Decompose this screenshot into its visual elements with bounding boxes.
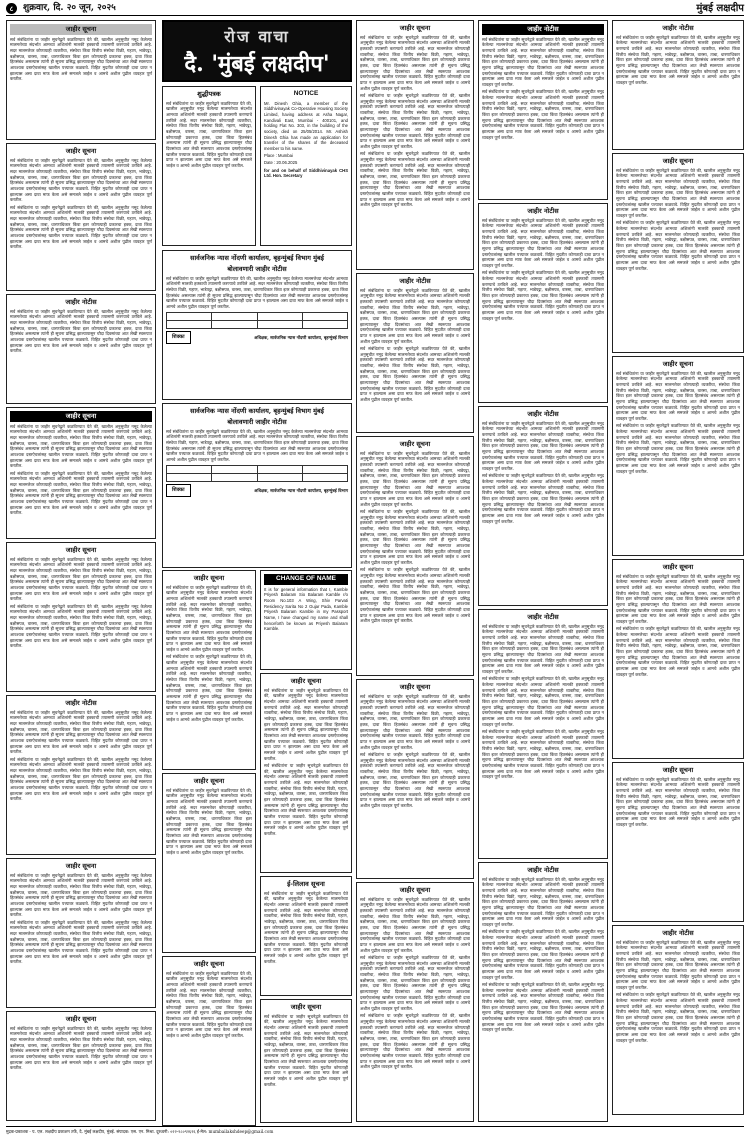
notice-body: सर्व संबंधितांना या जाहीर सूचनेद्वारे कळविण्यात येते की, खालील अनुसूचीत नमूद केलेल्या मालमत्तेच्या संदर्भात आमच्या अशिलांनी मालकी हक्काची तपासणी करण्याचे ठरविले आहे. सदर मालमत्तेवर कोणत्याही व्यक्तीचा, संस्थेचा किंवा वित्तीय संस्थेचा विक्री, गहाण, भाडेपट्टा, बक्षीसपत्र, वारसा, ताबा, धारणाधिकार किंवा इतर कोणत्याही प्रकारचा हक्क, दावा किंवा हितसंबंध असल्यास त्यांनी ही सूचना प्रसिद्ध झाल्यापासून चौदा दिवसांच्या आत लेखी स्वरूपात आवश्यक दस्तऐवजांसह खालील पत्त्यावर कळवावे. विहित मुदतीत कोणताही दावा प्राप्त न झाल्यास असा दावा माफ केला असे समजले जाईल व आमचे अशील पुढील व्यवहार पूर्ण करतील. bbox=[360, 34, 470, 91]
notice-body: सर्व संबंधितांना या जाहीर सूचनेद्वारे कळविण्यात येते की, खालील अनुसूचीत नमूद केलेल्या मालमत्तेच्या संदर्भात आमच्या अशिलांनी मालकी हक्काची तपासणी करण्याचे ठरविले आहे. सदर मालमत्तेवर कोणत्याही व्यक्तीचा, संस्थेचा किंवा वित्तीय संस्थेचा विक्री, गहाण, भाडेपट्टा, बक्षीसपत्र, वारसा, ताबा, धारणाधिकार किंवा इतर कोणत्याही प्रकारचा हक्क, दावा किंवा हितसंबंध असल्यास त्यांनी ही सूचना प्रसिद्ध झाल्यापासून चौदा दिवसांच्या आत लेखी स्वरूपात आवश्यक दस्तऐवजांसह खालील पत्त्यावर कळवावे. विहित मुदतीत कोणताही दावा प्राप्त न झाल्यास असा दावा माफ केला असे समजले जाईल व आमचे अशील पुढील व्यवहार पूर्ण करतील. bbox=[360, 751, 470, 809]
notice-box bbox=[6, 542, 156, 692]
notice-heading: जाहीर सूचना bbox=[65, 862, 97, 870]
notice-box bbox=[6, 20, 156, 140]
notice-box bbox=[6, 407, 156, 539]
notice-body: सर्व संबंधितांना या जाहीर सूचनेद्वारे कळविण्यात येते की, खालील अनुसूचीत नमूद केलेल्या मालमत्तेच्या संदर्भात आमच्या अशिलांनी मालकी हक्काची तपासणी करण्याचे ठरविले आहे. सदर मालमत्तेवर कोणत्याही व्यक्तीचा, संस्थेचा किंवा वित्तीय संस्थेचा विक्री, गहाण, भाडेपट्टा, बक्षीसपत्र, वारसा, ताबा, धारणाधिकार किंवा इतर कोणत्याही प्रकारचा हक्क, दावा किंवा हितसंबंध असल्यास त्यांनी ही सूचना प्रसिद्ध झाल्यापासून चौदा दिवसांच्या आत लेखी स्वरूपात आवश्यक दस्तऐवजांसह खालील पत्त्यावर कळवावे. विहित मुदतीत कोणताही दावा प्राप्त न झाल्यास असा दावा माफ केला असे समजले जाईल व आमचे अशील पुढील व्यवहार पूर्ण करतील. bbox=[10, 157, 152, 203]
notice-box bbox=[6, 294, 156, 404]
notice-box bbox=[612, 762, 744, 922]
masthead-line-1: रोज वाचा bbox=[224, 27, 290, 46]
notice-heading: जाहीर सूचना bbox=[290, 1003, 322, 1011]
seal-stamp: शिक्का bbox=[166, 484, 191, 497]
notice-body: सर्व संबंधितांना या जाहीर सूचनेद्वारे कळविण्यात येते की, खालील अनुसूचीत नमूद केलेल्या मालमत्तेच्या संदर्भात आमच्या अशिलांनी मालकी हक्काची तपासणी करण्याचे ठरविले आहे. सदर मालमत्तेवर कोणत्याही व्यक्तीचा, संस्थेचा किंवा वित्तीय संस्थेचा विक्री, गहाण, भाडेपट्टा, बक्षीसपत्र, वारसा, ताबा, धारणाधिकार किंवा इतर कोणत्याही प्रकारचा हक्क, दावा किंवा हितसंबंध असल्यास त्यांनी ही सूचना प्रसिद्ध झाल्यापासून चौदा दिवसांच्या आत लेखी स्वरूपात आवश्यक दस्तऐवजांसह खालील पत्त्यावर कळवावे. विहित मुदतीत कोणताही दावा प्राप्त न झाल्यास असा दावा माफ केला असे समजले जाईल व आमचे अशील पुढील व्यवहार पूर्ण करतील. bbox=[482, 728, 604, 780]
notice-box bbox=[162, 570, 256, 770]
change-of-name-box bbox=[260, 570, 352, 670]
notice-heading: जाहीर सूचना bbox=[399, 886, 431, 894]
notice-body: सर्व संबंधितांना या जाहीर सूचनेद्वारे कळविण्यात येते की, खालील अनुसूचीत नमूद केलेल्या मालमत्तेच्या संदर्भात आमच्या अशिलांनी मालकी हक्काची तपासणी करण्याचे ठरविले आहे. सदर मालमत्तेवर कोणत्याही व्यक्तीचा, संस्थेचा किंवा वित्तीय संस्थेचा विक्री, गहाण, भाडेपट्टा, बक्षीसपत्र, वारसा, ताबा, धारणाधिकार किंवा इतर कोणत्याही प्रकारचा हक्क, दावा किंवा हितसंबंध असल्यास त्यांनी ही सूचना प्रसिद्ध झाल्यापासून चौदा दिवसांच्या आत लेखी स्वरूपात आवश्यक दस्तऐवजांसह खालील पत्त्यावर कळवावे. विहित मुदतीत कोणताही दावा प्राप्त न झाल्यास असा दावा माफ केला असे समजले जाईल व आमचे अशील पुढील व्यवहार पूर्ण करतील. bbox=[10, 1025, 152, 1071]
header-left bbox=[6, 2, 116, 14]
paper-name: मुंबई लक्षदीप bbox=[696, 2, 744, 14]
notice-subheading: बोलावणारी जाहीर नोटीस bbox=[227, 417, 287, 426]
notice-box bbox=[478, 609, 608, 859]
notice-box bbox=[478, 203, 608, 403]
notice-box bbox=[612, 20, 744, 150]
trust-table bbox=[166, 465, 348, 482]
notice-body: सर्व संबंधितांना या जाहीर सूचनेद्वारे कळविण्यात येते की, खालील अनुसूचीत नमूद केलेल्या मालमत्तेच्या संदर्भात आमच्या अशिलांनी मालकी हक्काची तपासणी करण्याचे ठरविले आहे. सदर मालमत्तेवर कोणत्याही व्यक्तीचा, संस्थेचा किंवा वित्तीय संस्थेचा विक्री, गहाण, भाडेपट्टा, बक्षीसपत्र, वारसा, ताबा, धारणाधिकार किंवा इतर कोणत्याही प्रकारचा हक्क, दावा किंवा हितसंबंध असल्यास त्यांनी ही सूचना प्रसिद्ध झाल्यापासून चौदा दिवसांच्या आत लेखी स्वरूपात आवश्यक दस्तऐवजांसह खालील पत्त्यावर कळवावे. विहित मुदतीत कोणताही दावा प्राप्त न झाल्यास असा दावा माफ केला असे समजले जाईल व आमचे अशील पुढील व्यवहार पूर्ण करतील. bbox=[166, 787, 252, 856]
notice-box bbox=[6, 695, 156, 855]
notice-heading: जाहीर सूचना bbox=[662, 563, 694, 571]
notice-body: सर्व संबंधितांना या जाहीर सूचनेद्वारे कळविण्यात येते की, खालील अनुसूचीत नमूद केलेल्या मालमत्तेच्या संदर्भात आमच्या अशिलांनी मालकी हक्काची तपासणी करण्याचे ठरविले आहे. सदर मालमत्तेवर कोणत्याही व्यक्तीचा, संस्थेचा किंवा वित्तीय संस्थेचा विक्री, गहाण, भाडेपट्टा, बक्षीसपत्र, वारसा, ताबा, धारणाधिकार किंवा इतर कोणत्याही प्रकारचा हक्क, दावा किंवा हितसंबंध असल्यास त्यांनी ही सूचना प्रसिद्ध झाल्यापासून चौदा दिवसांच्या आत लेखी स्वरूपात आवश्यक दस्तऐवजांसह खालील पत्त्यावर कळवावे. विहित मुदतीत कोणताही दावा प्राप्त न झाल्यास असा दावा माफ केला असे समजले जाईल व आमचे अशील पुढील व्यवहार पूर्ण करतील. bbox=[10, 204, 152, 250]
notice-heading: ई-लिलाव सूचना bbox=[287, 880, 325, 888]
notice-heading: जाहीर नोटीस bbox=[65, 298, 97, 306]
notice-heading: जाहीर सूचना bbox=[290, 677, 322, 685]
notice-heading: जाहीर नोटीस bbox=[482, 24, 604, 35]
notice-heading: जाहीर नोटीस bbox=[527, 410, 559, 418]
notice-box bbox=[478, 406, 608, 606]
notice-body: सर्व संबंधितांना या जाहीर सूचनेद्वारे कळविण्यात येते की, खालील अनुसूचीत नमूद केलेल्या मालमत्तेच्या संदर्भात आमच्या अशिलांनी मालकी हक्काची तपासणी करण्याचे ठरविले आहे. सदर मालमत्तेवर कोणत्याही व्यक्तीचा, संस्थेचा किंवा वित्तीय संस्थेचा विक्री, गहाण, भाडेपट्टा, बक्षीसपत्र, वारसा, ताबा, धारणाधिकार किंवा इतर कोणत्याही प्रकारचा हक्क, दावा किंवा हितसंबंध असल्यास त्यांनी ही सूचना प्रसिद्ध झाल्यापासून चौदा दिवसांच्या आत लेखी स्वरूपात आवश्यक दस्तऐवजांसह खालील पत्त्यावर कळवावे. विहित मुदतीत कोणताही दावा प्राप्त न झाल्यास असा दावा माफ केला असे समजले जाईल व आमचे अशील पुढील व्यवहार पूर्ण करतील. bbox=[360, 345, 470, 403]
notice-en-place: Place : Mumbai bbox=[264, 153, 293, 159]
notice-body: सर्व संबंधितांना या जाहीर सूचनेद्वारे कळविण्यात येते की, खालील अनुसूचीत नमूद केलेल्या मालमत्तेच्या संदर्भात आमच्या अशिलांनी मालकी हक्काची तपासणी करण्याचे ठरविले आहे. सदर मालमत्तेवर कोणत्याही व्यक्तीचा, संस्थेचा किंवा वित्तीय संस्थेचा विक्री, गहाण, भाडेपट्टा, बक्षीसपत्र, वारसा, ताबा, धारणाधिकार किंवा इतर कोणत्याही प्रकारचा हक्क, दावा किंवा हितसंबंध असल्यास त्यांनी ही सूचना प्रसिद्ध झाल्यापासून चौदा दिवसांच्या आत लेखी स्वरूपात आवश्यक दस्तऐवजांसह खालील पत्त्यावर कळवावे. विहित मुदतीत कोणताही दावा प्राप्त न झाल्यास असा दावा माफ केला असे समजले जाईल व आमचे अशील पुढील व्यवहार पूर्ण करतील. bbox=[360, 450, 470, 507]
notice-body: सर्व संबंधितांना या जाहीर सूचनेद्वारे कळविण्यात येते की, खालील अनुसूचीत नमूद केलेल्या मालमत्तेच्या संदर्भात आमच्या अशिलांनी मालकी हक्काची तपासणी करण्याचे ठरविले आहे. सदर मालमत्तेवर कोणत्याही व्यक्तीचा, संस्थेचा किंवा वित्तीय संस्थेचा विक्री, गहाण, भाडेपट्टा, बक्षीसपत्र, वारसा, ताबा, धारणाधिकार किंवा इतर कोणत्याही प्रकारचा हक्क, दावा किंवा हितसंबंध असल्यास त्यांनी ही सूचना प्रसिद्ध झाल्यापासून चौदा दिवसांच्या आत लेखी स्वरूपात आवश्यक दस्तऐवजांसह खालील पत्त्यावर कळवावे. विहित मुदतीत कोणताही दावा प्राप्त न झाल्यास असा दावा माफ केला असे समजले जाईल व आमचे अशील पुढील व्यवहार पूर्ण करतील. bbox=[10, 872, 152, 918]
notice-body: सर्व संबंधितांना या जाहीर सूचनेद्वारे कळविण्यात येते की, खालील अनुसूचीत नमूद केलेल्या मालमत्तेच्या संदर्भात आमच्या अशिलांनी मालकी हक्काची तपासणी करण्याचे ठरविले आहे. सदर मालमत्तेवर कोणत्याही व्यक्तीचा, संस्थेचा किंवा वित्तीय संस्थेचा विक्री, गहाण, भाडेपट्टा, बक्षीसपत्र, वारसा, ताबा, धारणाधिकार किंवा इतर कोणत्याही प्रकारचा हक्क, दावा किंवा हितसंबंध असल्यास त्यांनी ही सूचना प्रसिद्ध झाल्यापासून चौदा दिवसांच्या आत लेखी स्वरूपात आवश्यक दस्तऐवजांसह खालील पत्त्यावर कळवावे. विहित मुदतीत कोणताही दावा प्राप्त न झाल्यास असा दावा माफ केला असे समजले जाईल व आमचे अशील पुढील व्यवहार पूर्ण करतील. bbox=[616, 626, 740, 677]
notice-body: सर्व संबंधितांना या जाहीर सूचनेद्वारे कळविण्यात येते की, खालील अनुसूचीत नमूद केलेल्या मालमत्तेच्या संदर्भात आमच्या अशिलांनी मालकी हक्काची तपासणी करण्याचे ठरविले आहे. सदर मालमत्तेवर कोणत्याही व्यक्तीचा, संस्थेचा किंवा वित्तीय संस्थेचा विक्री, गहाण, भाडेपट्टा, बक्षीसपत्र, वारसा, ताबा, धारणाधिकार किंवा इतर कोणत्याही प्रकारचा हक्क, दावा किंवा हितसंबंध असल्यास त्यांनी ही सूचना प्रसिद्ध झाल्यापासून चौदा दिवसांच्या आत लेखी स्वरूपात आवश्यक दस्तऐवजांसह खालील पत्त्यावर कळवावे. विहित मुदतीत कोणताही दावा प्राप्त न झाल्यास असा दावा माफ केला असे समजले जाईल व आमचे अशील पुढील व्यवहार पूर्ण करतील. bbox=[482, 981, 604, 1033]
notice-body: सर्व संबंधितांना या जाहीर सूचनेद्वारे कळविण्यात येते की, खालील अनुसूचीत नमूद केलेल्या मालमत्तेच्या संदर्भात आमच्या अशिलांनी मालकी हक्काची तपासणी करण्याचे ठरविले आहे. सदर मालमत्तेवर कोणत्याही व्यक्तीचा, संस्थेचा किंवा वित्तीय संस्थेचा विक्री, गहाण, भाडेपट्टा, बक्षीसपत्र, वारसा, ताबा, धारणाधिकार किंवा इतर कोणत्याही प्रकारचा हक्क, दावा किंवा हितसंबंध असल्यास त्यांनी ही सूचना प्रसिद्ध झाल्यापासून चौदा दिवसांच्या आत लेखी स्वरूपात आवश्यक दस्तऐवजांसह खालील पत्त्यावर कळवावे. विहित मुदतीत कोणताही दावा प्राप्त न झाल्यास असा दावा माफ केला असे समजले जाईल व आमचे अशील पुढील व्यवहार पूर्ण करतील. bbox=[264, 687, 348, 761]
notice-heading: जाहीर सूचना bbox=[662, 360, 694, 368]
notice-heading: शुद्धीपत्रक bbox=[197, 90, 221, 98]
notice-heading: जाहीर सूचना bbox=[399, 683, 431, 691]
notice-body: सर्व संबंधितांना या जाहीर सूचनेद्वारे कळविण्यात येते की, खालील अनुसूचीत नमूद केलेल्या मालमत्तेच्या संदर्भात आमच्या अशिलांनी मालकी हक्काची तपासणी करण्याचे ठरविले आहे. सदर मालमत्तेवर कोणत्याही व्यक्तीचा, संस्थेचा किंवा वित्तीय संस्थेचा विक्री, गहाण, भाडेपट्टा, बक्षीसपत्र, वारसा, ताबा, धारणाधिकार किंवा इतर कोणत्याही प्रकारचा हक्क, दावा किंवा हितसंबंध असल्यास त्यांनी ही सूचना प्रसिद्ध झाल्यापासून चौदा दिवसांच्या आत लेखी स्वरूपात आवश्यक दस्तऐवजांसह खालील पत्त्यावर कळवावे. विहित मुदतीत कोणताही दावा प्राप्त न झाल्यास असा दावा माफ केला असे समजले जाईल व आमचे अशील पुढील व्यवहार पूर्ण करतील. bbox=[616, 776, 740, 828]
notice-box bbox=[260, 876, 352, 996]
notice-body: सर्व संबंधितांना या जाहीर सूचनेद्वारे कळविण्यात येते की, खालील अनुसूचीत नमूद केलेल्या मालमत्तेच्या संदर्भात आमच्या अशिलांनी मालकी हक्काची तपासणी करण्याचे ठरविले आहे. सदर मालमत्तेवर कोणत्याही व्यक्तीचा, संस्थेचा किंवा वित्तीय संस्थेचा विक्री, गहाण, भाडेपट्टा, बक्षीसपत्र, वारसा, ताबा, धारणाधिकार किंवा इतर कोणत्याही प्रकारचा हक्क, दावा किंवा हितसंबंध असल्यास त्यांनी ही सूचना प्रसिद्ध झाल्यापासून चौदा दिवसांच्या आत लेखी स्वरूपात आवश्यक दस्तऐवजांसह खालील पत्त्यावर कळवावे. विहित मुदतीत कोणताही दावा प्राप्त न झाल्यास असा दावा माफ केला असे समजले जाईल व आमचे अशील पुढील व्यवहार पूर्ण करतील. bbox=[10, 556, 152, 602]
column-5 bbox=[478, 20, 608, 1125]
notice-body: सर्व संबंधितांना या जाहीर सूचनेद्वारे कळविण्यात येते की, खालील अनुसूचीत नमूद केलेल्या मालमत्तेच्या संदर्भात आमच्या अशिलांनी मालकी हक्काची तपासणी करण्याचे ठरविले आहे. सदर मालमत्तेवर कोणत्याही व्यक्तीचा, संस्थेचा किंवा वित्तीय संस्थेचा विक्री, गहाण, भाडेपट्टा, बक्षीसपत्र, वारसा, ताबा, धारणाधिकार किंवा इतर कोणत्याही प्रकारचा हक्क, दावा किंवा हितसंबंध असल्यास त्यांनी ही सूचना प्रसिद्ध झाल्यापासून चौदा दिवसांच्या आत लेखी स्वरूपात आवश्यक दस्तऐवजांसह खालील पत्त्यावर कळवावे. विहित मुदतीत कोणताही दावा प्राप्त न झाल्यास असा दावा माफ केला असे समजले जाईल व आमचे अशील पुढील व्यवहार पूर्ण करतील. bbox=[482, 36, 604, 88]
notice-box bbox=[162, 86, 256, 246]
notice-en-for: for and on behalf of Siddhivinayak CHS Ltd. Hon. Secretary bbox=[264, 167, 348, 179]
change-of-name-body: It is for general information that I, Kamble Priyesh Balaram Sio Balaram Kamble r/o Room No.103 A Wing, Shiv Parvati Residency Sarita No 2 Gujar Pada, Kamble Priyesh Balaram Kamble in my Passport Name, I have changed my name and shall henceforth be known as Priyesh Balaram Kamble. bbox=[264, 586, 348, 632]
masthead-banner bbox=[162, 20, 352, 82]
notice-heading: जाहीर नोटीस bbox=[527, 613, 559, 621]
notice-box bbox=[612, 925, 744, 1115]
notice-box bbox=[356, 679, 474, 879]
notice-heading: सार्वजनिक न्यास नोंदणी कार्यालय, बृहन्मुंबई विभाग मुंबई bbox=[190, 407, 324, 415]
notice-heading: जाहीर सूचना bbox=[10, 411, 152, 422]
notice-body: सर्व संबंधितांना या जाहीर सूचनेद्वारे कळविण्यात येते की, खालील अनुसूचीत नमूद केलेल्या मालमत्तेच्या संदर्भात आमच्या अशिलांनी मालकी हक्काची तपासणी करण्याचे ठरविले आहे. सदर मालमत्तेवर कोणत्याही व्यक्तीचा, संस्थेचा किंवा वित्तीय संस्थेचा विक्री, गहाण, भाडेपट्टा, बक्षीसपत्र, वारसा, ताबा, धारणाधिकार किंवा इतर कोणत्याही प्रकारचा हक्क, दावा किंवा हितसंबंध असल्यास त्यांनी ही सूचना प्रसिद्ध झाल्यापासून चौदा दिवसांच्या आत लेखी स्वरूपात आवश्यक दस्तऐवजांसह खालील पत्त्यावर कळवावे. विहित मुदतीत कोणताही दावा प्राप्त न झाल्यास असा दावा माफ केला असे समजले जाईल व आमचे अशील पुढील व्यवहार पूर्ण करतील. bbox=[166, 100, 252, 169]
notice-heading: जाहीर सूचना bbox=[65, 1015, 97, 1023]
notice-heading: जाहीर नोटीस bbox=[65, 699, 97, 707]
notice-subheading: बोलावणारी जाहीर नोटीस bbox=[227, 264, 287, 273]
notice-body: सर्व संबंधितांना या जाहीर सूचनेद्वारे कळविण्यात येते की, खालील अनुसूचीत नमूद केलेल्या मालमत्तेच्या संदर्भात आमच्या अशिलांनी मालकी हक्काची तपासणी करण्याचे ठरविले आहे. सदर मालमत्तेवर कोणत्याही व्यक्तीचा, संस्थेचा किंवा वित्तीय संस्थेचा विक्री, गहाण, भाडेपट्टा, बक्षीसपत्र, वारसा, ताबा, धारणाधिकार किंवा इतर कोणत्याही प्रकारचा हक्क, दावा किंवा हितसंबंध असल्यास त्यांनी ही सूचना प्रसिद्ध झाल्यापासून चौदा दिवसांच्या आत लेखी स्वरूपात आवश्यक दस्तऐवजांसह खालील पत्त्यावर कळवावे. विहित मुदतीत कोणताही दावा प्राप्त न झाल्यास असा दावा माफ केला असे समजले जाईल व आमचे अशील पुढील व्यवहार पूर्ण करतील. bbox=[360, 567, 470, 624]
notice-body: सर्व संबंधितांना या जाहीर सूचनेद्वारे कळविण्यात येते की, खालील अनुसूचीत नमूद केलेल्या मालमत्तेच्या संदर्भात आमच्या अशिलांनी मालकी हक्काची तपासणी करण्याचे ठरविले आहे. सदर मालमत्तेवर कोणत्याही व्यक्तीचा, संस्थेचा किंवा वित्तीय संस्थेचा विक्री, गहाण, भाडेपट्टा, बक्षीसपत्र, वारसा, ताबा, धारणाधिकार किंवा इतर कोणत्याही प्रकारचा हक्क, दावा किंवा हितसंबंध असल्यास त्यांनी ही सूचना प्रसिद्ध झाल्यापासून चौदा दिवसांच्या आत लेखी स्वरूपात आवश्यक दस्तऐवजांसह खालील पत्त्यावर कळवावे. विहित मुदतीत कोणताही दावा प्राप्त न झाल्यास असा दावा माफ केला असे समजले जाईल व आमचे अशील पुढील व्यवहार पूर्ण करतील. bbox=[360, 287, 470, 344]
notice-heading: NOTICE bbox=[293, 90, 319, 97]
notice-box bbox=[356, 436, 474, 676]
notice-body: सर्व संबंधितांना या जाहीर सूचनेद्वारे कळविण्यात येते की, खालील अनुसूचीत नमूद केलेल्या मालमत्तेच्या संदर्भात आमच्या अशिलांनी मालकी हक्काची तपासणी करण्याचे ठरविले आहे. सदर मालमत्तेवर कोणत्याही व्यक्तीचा, संस्थेचा किंवा वित्तीय संस्थेचा विक्री, गहाण, भाडेपट्टा, बक्षीसपत्र, वारसा, ताबा, धारणाधिकार किंवा इतर कोणत्याही प्रकारचा हक्क, दावा किंवा हितसंबंध असल्यास त्यांनी ही सूचना प्रसिद्ध झाल्यापासून चौदा दिवसांच्या आत लेखी स्वरूपात आवश्यक दस्तऐवजांसह खालील पत्त्यावर कळवावे. विहित मुदतीत कोणताही दावा प्राप्त न झाल्यास असा दावा माफ केला असे समजले जाईल व आमचे अशील पुढील व्यवहार पूर्ण करतील. bbox=[482, 270, 604, 321]
notice-heading: जाहीर सूचना bbox=[65, 546, 97, 554]
notice-heading: जाहीर नोटीस bbox=[662, 929, 694, 937]
notice-box bbox=[356, 273, 474, 433]
notice-box bbox=[612, 356, 744, 556]
notice-body: सर्व संबंधितांना या जाहीर सूचनेद्वारे कळविण्यात येते की, खालील अनुसूचीत नमूद केलेल्या मालमत्तेच्या संदर्भात आमच्या अशिलांनी मालकी हक्काची तपासणी करण्याचे ठरविले आहे. सदर मालमत्तेवर कोणत्याही व्यक्तीचा, संस्थेचा किंवा वित्तीय संस्थेचा विक्री, गहाण, भाडेपट्टा, बक्षीसपत्र, वारसा, ताबा, धारणाधिकार किंवा इतर कोणत्याही प्रकारचा हक्क, दावा किंवा हितसंबंध असल्यास त्यांनी ही सूचना प्रसिद्ध झाल्यापासून चौदा दिवसांच्या आत लेखी स्वरूपात आवश्यक दस्तऐवजांसह खालील पत्त्यावर कळवावे. विहित मुदतीत कोणताही दावा प्राप्त न झाल्यास असा दावा माफ केला असे समजले जाईल व आमचे अशील पुढील व्यवहार पूर्ण करतील. bbox=[10, 308, 152, 354]
page-number: ८ bbox=[6, 3, 17, 14]
notice-box bbox=[478, 20, 608, 200]
notice-heading: CHANGE OF NAME bbox=[264, 574, 348, 585]
notice-body: सर्व संबंधितांना या जाहीर सूचनेद्वारे कळविण्यात येते की, खालील अनुसूचीत नमूद केलेल्या मालमत्तेच्या संदर्भात आमच्या अशिलांनी मालकी हक्काची तपासणी करण्याचे ठरविले आहे. सदर मालमत्तेवर कोणत्याही व्यक्तीचा, संस्थेचा किंवा वित्तीय संस्थेचा विक्री, गहाण, भाडेपट्टा, बक्षीसपत्र, वारसा, ताबा, धारणाधिकार किंवा इतर कोणत्याही प्रकारचा हक्क, दावा किंवा हितसंबंध असल्यास त्यांनी ही सूचना प्रसिद्ध झाल्यापासून चौदा दिवसांच्या आत लेखी स्वरूपात आवश्यक दस्तऐवजांसह खालील पत्त्यावर कळवावे. विहित मुदतीत कोणताही दावा प्राप्त न झाल्यास असा दावा माफ केला असे समजले जाईल व आमचे अशील पुढील व्यवहार पूर्ण करतील. bbox=[264, 890, 348, 964]
notice-body: सर्व संबंधितांना या जाहीर सूचनेद्वारे कळविण्यात येते की, खालील अनुसूचीत नमूद केलेल्या मालमत्तेच्या संदर्भात आमच्या अशिलांनी मालकी हक्काची तपासणी करण्याचे ठरविले आहे. सदर मालमत्तेवर कोणत्याही व्यक्तीचा, संस्थेचा किंवा वित्तीय संस्थेचा विक्री, गहाण, भाडेपट्टा, बक्षीसपत्र, वारसा, ताबा, धारणाधिकार किंवा इतर कोणत्याही प्रकारचा हक्क, दावा किंवा हितसंबंध असल्यास त्यांनी ही सूचना प्रसिद्ध झाल्यापासून चौदा दिवसांच्या आत लेखी स्वरूपात आवश्यक दस्तऐवजांसह खालील पत्त्यावर कळवावे. विहित मुदतीत कोणताही दावा प्राप्त न झाल्यास असा दावा माफ केला असे समजले जाईल व आमचे अशील पुढील व्यवहार पूर्ण करतील. bbox=[264, 763, 348, 837]
notice-body: सर्व संबंधितांना या जाहीर सूचनेद्वारे कळविण्यात येते की, खालील अनुसूचीत नमूद केलेल्या मालमत्तेच्या संदर्भात आमच्या अशिलांनी मालकी हक्काची तपासणी करण्याचे ठरविले आहे. सदर मालमत्तेवर कोणत्याही व्यक्तीचा, संस्थेचा किंवा वित्तीय संस्थेचा विक्री, गहाण, भाडेपट्टा, बक्षीसपत्र, वारसा, ताबा, धारणाधिकार किंवा इतर कोणत्याही प्रकारचा हक्क, दावा किंवा हितसंबंध असल्यास त्यांनी ही सूचना प्रसिद्ध झाल्यापासून चौदा दिवसांच्या आत लेखी स्वरूपात आवश्यक दस्तऐवजांसह खालील पत्त्यावर कळवावे. विहित मुदतीत कोणताही दावा प्राप्त न झाल्यास असा दावा माफ केला असे समजले जाईल व आमचे अशील पुढील व्यवहार पूर्ण करतील. bbox=[360, 693, 470, 750]
notice-body: सर्व संबंधितांना या जाहीर सूचनेद्वारे कळविण्यात येते की, खालील अनुसूचीत नमूद केलेल्या मालमत्तेच्या संदर्भात आमच्या अशिलांनी मालकी हक्काची तपासणी करण्याचे ठरविले आहे. सदर मालमत्तेवर कोणत्याही व्यक्तीचा, संस्थेचा किंवा वित्तीय संस्थेचा विक्री, गहाण, भाडेपट्टा, बक्षीसपत्र, वारसा, ताबा, धारणाधिकार किंवा इतर कोणत्याही प्रकारचा हक्क, दावा किंवा हितसंबंध असल्यास त्यांनी ही सूचना प्रसिद्ध झाल्यापासून चौदा दिवसांच्या आत लेखी स्वरूपात आवश्यक दस्तऐवजांसह खालील पत्त्यावर कळवावे. विहित मुदतीत कोणताही दावा प्राप्त न झाल्यास असा दावा माफ केला असे समजले जाईल व आमचे अशील पुढील व्यवहार पूर्ण करतील. bbox=[360, 92, 470, 150]
notice-en-body: Mr. Dinesh Ghia, a member of the Siddhivinayak Co-Operative Housing Society Limited, having address at Asha Nagar, Kandivali East, Mumbai - 400101, and holding Flat No. 303, in the building of the society, died on 25/05/2014. Mr. Ashish Dinesh Ghia has made an application for transfer of the shares of the deceased member to his name. bbox=[264, 100, 348, 152]
notice-heading: जाहीर सूचना bbox=[662, 157, 694, 165]
notice-box bbox=[162, 956, 256, 1126]
notice-body: सर्व संबंधितांना या जाहीर सूचनेद्वारे कळविण्यात येते की, खालील अनुसूचीत नमूद केलेल्या मालमत्तेच्या संदर्भात आमच्या अशिलांनी मालकी हक्काची तपासणी करण्याचे ठरविले आहे. सदर मालमत्तेवर कोणत्याही व्यक्तीचा, संस्थेचा किंवा वित्तीय संस्थेचा विक्री, गहाण, भाडेपट्टा, बक्षीसपत्र, वारसा, ताबा, धारणाधिकार किंवा इतर कोणत्याही प्रकारचा हक्क, दावा किंवा हितसंबंध असल्यास त्यांनी ही सूचना प्रसिद्ध झाल्यापासून चौदा दिवसांच्या आत लेखी स्वरूपात आवश्यक दस्तऐवजांसह खालील पत्त्यावर कळवावे. विहित मुदतीत कोणताही दावा प्राप्त न झाल्यास असा दावा माफ केला असे समजले जाईल व आमचे अशील पुढील व्यवहार पूर्ण करतील. bbox=[482, 676, 604, 727]
notice-heading: जाहीर सूचना bbox=[10, 24, 152, 35]
column-3 bbox=[260, 86, 352, 249]
seal-stamp: शिक्का bbox=[166, 331, 191, 344]
notice-heading: जाहीर सूचना bbox=[65, 147, 97, 155]
notice-body: सर्व संबंधितांना या जाहीर सूचनेद्वारे कळविण्यात येते की, खालील अनुसूचीत नमूद केलेल्या मालमत्तेच्या संदर्भात आमच्या अशिलांनी मालकी हक्काची तपासणी करण्याचे ठरविले आहे. सदर मालमत्तेवर कोणत्याही व्यक्तीचा, संस्थेचा किंवा वित्तीय संस्थेचा विक्री, गहाण, भाडेपट्टा, बक्षीसपत्र, वारसा, ताबा, धारणाधिकार किंवा इतर कोणत्याही प्रकारचा हक्क, दावा किंवा हितसंबंध असल्यास त्यांनी ही सूचना प्रसिद्ध झाल्यापासून चौदा दिवसांच्या आत लेखी स्वरूपात आवश्यक दस्तऐवजांसह खालील पत्त्यावर कळवावे. विहित मुदतीत कोणताही दावा प्राप्त न झाल्यास असा दावा माफ केला असे समजले जाईल व आमचे अशील पुढील व्यवहार पूर्ण करतील. bbox=[10, 756, 152, 802]
notice-body: सर्व संबंधितांना या जाहीर सूचनेद्वारे कळविण्यात येते की, खालील अनुसूचीत नमूद केलेल्या मालमत्तेच्या संदर्भात आमच्या अशिलांनी मालकी हक्काची तपासणी करण्याचे ठरविले आहे. सदर मालमत्तेवर कोणत्याही व्यक्तीचा, संस्थेचा किंवा वित्तीय संस्थेचा विक्री, गहाण, भाडेपट्टा, बक्षीसपत्र, वारसा, ताबा, धारणाधिकार किंवा इतर कोणत्याही प्रकारचा हक्क, दावा किंवा हितसंबंध असल्यास त्यांनी ही सूचना प्रसिद्ध झाल्यापासून चौदा दिवसांच्या आत लेखी स्वरूपात आवश्यक दस्तऐवजांसह खालील पत्त्यावर कळवावे. विहित मुदतीत कोणताही दावा प्राप्त न झाल्यास असा दावा माफ केला असे समजले जाईल व आमचे अशील पुढील व्यवहार पूर्ण करतील. bbox=[482, 89, 604, 140]
notice-body: सर्व संबंधितांना या जाहीर सूचनेद्वारे कळविण्यात येते की, खालील अनुसूचीत नमूद केलेल्या मालमत्तेच्या संदर्भात आमच्या अशिलांनी मालकी हक्काची तपासणी करण्याचे ठरविले आहे. सदर मालमत्तेवर कोणत्याही व्यक्तीचा, संस्थेचा किंवा वित्तीय संस्थेचा विक्री, गहाण, भाडेपट्टा, बक्षीसपत्र, वारसा, ताबा, धारणाधिकार किंवा इतर कोणत्याही प्रकारचा हक्क, दावा किंवा हितसंबंध असल्यास त्यांनी ही सूचना प्रसिद्ध झाल्यापासून चौदा दिवसांच्या आत लेखी स्वरूपात आवश्यक दस्तऐवजांसह खालील पत्त्यावर कळवावे. विहित मुदतीत कोणताही दावा प्राप्त न झाल्यास असा दावा माफ केला असे समजले जाईल व आमचे अशील पुढील व्यवहार पूर्ण करतील. bbox=[166, 584, 252, 653]
notice-body: सर्व संबंधितांना या जाहीर सूचनेद्वारे कळविण्यात येते की, खालील अनुसूचीत नमूद केलेल्या मालमत्तेच्या संदर्भात आमच्या अशिलांनी मालकी हक्काची तपासणी करण्याचे ठरविले आहे. सदर मालमत्तेवर कोणत्याही व्यक्तीचा, संस्थेचा किंवा वित्तीय संस्थेचा विक्री, गहाण, भाडेपट्टा, बक्षीसपत्र, वारसा, ताबा, धारणाधिकार किंवा इतर कोणत्याही प्रकारचा हक्क, दावा किंवा हितसंबंध असल्यास त्यांनी ही सूचना प्रसिद्ध झाल्यापासून चौदा दिवसांच्या आत लेखी स्वरूपात आवश्यक दस्तऐवजांसह खालील पत्त्यावर कळवावे. विहित मुदतीत कोणताही दावा प्राप्त न झाल्यास असा दावा माफ केला असे समजले जाईल व आमचे अशील पुढील व्यवहार पूर्ण करतील. bbox=[616, 34, 740, 86]
notice-box bbox=[612, 153, 744, 353]
trust-notice-2 bbox=[162, 403, 352, 568]
signatory: अधिक्षक, सार्वजनिक न्यास नोंदणी कार्यालय, बृहन्मुंबई विभाग bbox=[254, 488, 348, 494]
notice-en-date: Date : 20.06.2025 bbox=[264, 160, 298, 166]
notice-body: सर्व संबंधितांना या जाहीर सूचनेद्वारे कळविण्यात येते की, खालील अनुसूचीत नमूद केलेल्या मालमत्तेच्या संदर्भात आमच्या अशिलांनी मालकी हक्काची तपासणी करण्याचे ठरविले आहे. सदर मालमत्तेवर कोणत्याही व्यक्तीचा, संस्थेचा किंवा वित्तीय संस्थेचा विक्री, गहाण, भाडेपट्टा, बक्षीसपत्र, वारसा, ताबा, धारणाधिकार किंवा इतर कोणत्याही प्रकारचा हक्क, दावा किंवा हितसंबंध असल्यास त्यांनी ही सूचना प्रसिद्ध झाल्यापासून चौदा दिवसांच्या आत लेखी स्वरूपात आवश्यक दस्तऐवजांसह खालील पत्त्यावर कळवावे. विहित मुदतीत कोणताही दावा प्राप्त न झाल्यास असा दावा माफ केला असे समजले जाईल व आमचे अशील पुढील व्यवहार पूर्ण करतील. bbox=[360, 1013, 470, 1070]
page-footer: मुद्रक-प्रकाशक - प. एल. लक्षदीप प्रकाशन तर्फे, दै. मुंबई लक्षदीप, मुंबई. संपादक: एस. एन. मिश्रा. दूरध्वनी: ०२२-२८०९२६२६ ई-मेल: mumbailakshdeep@gmail.com bbox=[6, 1126, 744, 1144]
trust-table bbox=[166, 312, 348, 329]
notice-body: सर्व संबंधितांना या जाहीर सूचनेद्वारे कळविण्यात येते की, खालील अनुसूचीत नमूद केलेल्या मालमत्तेच्या संदर्भात आमच्या अशिलांनी मालकी हक्काची तपासणी करण्याचे ठरविले आहे. सदर मालमत्तेवर कोणत्याही व्यक्तीचा, संस्थेचा किंवा वित्तीय संस्थेचा विक्री, गहाण, भाडेपट्टा, बक्षीसपत्र, वारसा, ताबा, धारणाधिकार किंवा इतर कोणत्याही प्रकारचा हक्क, दावा किंवा हितसंबंध असल्यास त्यांनी ही सूचना प्रसिद्ध झाल्यापासून चौदा दिवसांच्या आत लेखी स्वरूपात आवश्यक दस्तऐवजांसह खालील पत्त्यावर कळवावे. विहित मुदतीत कोणताही दावा प्राप्त न झाल्यास असा दावा माफ केला असे समजले जाईल व आमचे अशील पुढील व्यवहार पूर्ण करतील. bbox=[166, 428, 348, 462]
notice-body: सर्व संबंधितांना या जाहीर सूचनेद्वारे कळविण्यात येते की, खालील अनुसूचीत नमूद केलेल्या मालमत्तेच्या संदर्भात आमच्या अशिलांनी मालकी हक्काची तपासणी करण्याचे ठरविले आहे. सदर मालमत्तेवर कोणत्याही व्यक्तीचा, संस्थेचा किंवा वित्तीय संस्थेचा विक्री, गहाण, भाडेपट्टा, बक्षीसपत्र, वारसा, ताबा, धारणाधिकार किंवा इतर कोणत्याही प्रकारचा हक्क, दावा किंवा हितसंबंध असल्यास त्यांनी ही सूचना प्रसिद्ध झाल्यापासून चौदा दिवसांच्या आत लेखी स्वरूपात आवश्यक दस्तऐवजांसह खालील पत्त्यावर कळवावे. विहित मुदतीत कोणताही दावा प्राप्त न झाल्यास असा दावा माफ केला असे समजले जाईल व आमचे अशील पुढील व्यवहार पूर्ण करतील. bbox=[616, 220, 740, 271]
trust-column bbox=[162, 250, 352, 571]
notice-body: सर्व संबंधितांना या जाहीर सूचनेद्वारे कळविण्यात येते की, खालील अनुसूचीत नमूद केलेल्या मालमत्तेच्या संदर्भात आमच्या अशिलांनी मालकी हक्काची तपासणी करण्याचे ठरविले आहे. सदर मालमत्तेवर कोणत्याही व्यक्तीचा, संस्थेचा किंवा वित्तीय संस्थेचा विक्री, गहाण, भाडेपट्टा, बक्षीसपत्र, वारसा, ताबा, धारणाधिकार किंवा इतर कोणत्याही प्रकारचा हक्क, दावा किंवा हितसंबंध असल्यास त्यांनी ही सूचना प्रसिद्ध झाल्यापासून चौदा दिवसांच्या आत लेखी स्वरूपात आवश्यक दस्तऐवजांसह खालील पत्त्यावर कळवावे. विहित मुदतीत कोणताही दावा प्राप्त न झाल्यास असा दावा माफ केला असे समजले जाईल व आमचे अशील पुढील व्यवहार पूर्ण करतील. bbox=[482, 420, 604, 472]
notice-box bbox=[6, 143, 156, 291]
notice-body: सर्व संबंधितांना या जाहीर सूचनेद्वारे कळविण्यात येते की, खालील अनुसूचीत नमूद केलेल्या मालमत्तेच्या संदर्भात आमच्या अशिलांनी मालकी हक्काची तपासणी करण्याचे ठरविले आहे. सदर मालमत्तेवर कोणत्याही व्यक्तीचा, संस्थेचा किंवा वित्तीय संस्थेचा विक्री, गहाण, भाडेपट्टा, बक्षीसपत्र, वारसा, ताबा, धारणाधिकार किंवा इतर कोणत्याही प्रकारचा हक्क, दावा किंवा हितसंबंध असल्यास त्यांनी ही सूचना प्रसिद्ध झाल्यापासून चौदा दिवसांच्या आत लेखी स्वरूपात आवश्यक दस्तऐवजांसह खालील पत्त्यावर कळवावे. विहित मुदतीत कोणताही दावा प्राप्त न झाल्यास असा दावा माफ केला असे समजले जाईल व आमचे अशील पुढील व्यवहार पूर्ण करतील. bbox=[360, 508, 470, 566]
notice-body: सर्व संबंधितांना या जाहीर सूचनेद्वारे कळविण्यात येते की, खालील अनुसूचीत नमूद केलेल्या मालमत्तेच्या संदर्भात आमच्या अशिलांनी मालकी हक्काची तपासणी करण्याचे ठरविले आहे. सदर मालमत्तेवर कोणत्याही व्यक्तीचा, संस्थेचा किंवा वित्तीय संस्थेचा विक्री, गहाण, भाडेपट्टा, बक्षीसपत्र, वारसा, ताबा, धारणाधिकार किंवा इतर कोणत्याही प्रकारचा हक्क, दावा किंवा हितसंबंध असल्यास त्यांनी ही सूचना प्रसिद्ध झाल्यापासून चौदा दिवसांच्या आत लेखी स्वरूपात आवश्यक दस्तऐवजांसह खालील पत्त्यावर कळवावे. विहित मुदतीत कोणताही दावा प्राप्त न झाल्यास असा दावा माफ केला असे समजले जाईल व आमचे अशील पुढील व्यवहार पूर्ण करतील. bbox=[482, 623, 604, 675]
notice-heading: जाहीर नोटीस bbox=[527, 207, 559, 215]
notice-box bbox=[6, 1011, 156, 1121]
notice-box bbox=[260, 999, 352, 1123]
notice-body: सर्व संबंधितांना या जाहीर सूचनेद्वारे कळविण्यात येते की, खालील अनुसूचीत नमूद केलेल्या मालमत्तेच्या संदर्भात आमच्या अशिलांनी मालकी हक्काची तपासणी करण्याचे ठरविले आहे. सदर मालमत्तेवर कोणत्याही व्यक्तीचा, संस्थेचा किंवा वित्तीय संस्थेचा विक्री, गहाण, भाडेपट्टा, बक्षीसपत्र, वारसा, ताबा, धारणाधिकार किंवा इतर कोणत्याही प्रकारचा हक्क, दावा किंवा हितसंबंध असल्यास त्यांनी ही सूचना प्रसिद्ध झाल्यापासून चौदा दिवसांच्या आत लेखी स्वरूपात आवश्यक दस्तऐवजांसह खालील पत्त्यावर कळवावे. विहित मुदतीत कोणताही दावा प्राप्त न झाल्यास असा दावा माफ केला असे समजले जाईल व आमचे अशील पुढील व्यवहार पूर्ण करतील. bbox=[616, 423, 740, 474]
notice-body: सर्व संबंधितांना या जाहीर सूचनेद्वारे कळविण्यात येते की, खालील अनुसूचीत नमूद केलेल्या मालमत्तेच्या संदर्भात आमच्या अशिलांनी मालकी हक्काची तपासणी करण्याचे ठरविले आहे. सदर मालमत्तेवर कोणत्याही व्यक्तीचा, संस्थेचा किंवा वित्तीय संस्थेचा विक्री, गहाण, भाडेपट्टा, बक्षीसपत्र, वारसा, ताबा, धारणाधिकार किंवा इतर कोणत्याही प्रकारचा हक्क, दावा किंवा हितसंबंध असल्यास त्यांनी ही सूचना प्रसिद्ध झाल्यापासून चौदा दिवसांच्या आत लेखी स्वरूपात आवश्यक दस्तऐवजांसह खालील पत्त्यावर कळवावे. विहित मुदतीत कोणताही दावा प्राप्त न झाल्यास असा दावा माफ केला असे समजले जाईल व आमचे अशील पुढील व्यवहार पूर्ण करतील. bbox=[10, 36, 152, 82]
notice-heading: जाहीर सूचना bbox=[193, 960, 225, 968]
notice-body: सर्व संबंधितांना या जाहीर सूचनेद्वारे कळविण्यात येते की, खालील अनुसूचीत नमूद केलेल्या मालमत्तेच्या संदर्भात आमच्या अशिलांनी मालकी हक्काची तपासणी करण्याचे ठरविले आहे. सदर मालमत्तेवर कोणत्याही व्यक्तीचा, संस्थेचा किंवा वित्तीय संस्थेचा विक्री, गहाण, भाडेपट्टा, बक्षीसपत्र, वारसा, ताबा, धारणाधिकार किंवा इतर कोणत्याही प्रकारचा हक्क, दावा किंवा हितसंबंध असल्यास त्यांनी ही सूचना प्रसिद्ध झाल्यापासून चौदा दिवसांच्या आत लेखी स्वरूपात आवश्यक दस्तऐवजांसह खालील पत्त्यावर कळवावे. विहित मुदतीत कोणताही दावा प्राप्त न झाल्यास असा दावा माफ केला असे समजले जाईल व आमचे अशील पुढील व्यवहार पूर्ण करतील. bbox=[482, 929, 604, 980]
notice-heading: जाहीर सूचना bbox=[193, 574, 225, 582]
notice-body: सर्व संबंधितांना या जाहीर सूचनेद्वारे कळविण्यात येते की, खालील अनुसूचीत नमूद केलेल्या मालमत्तेच्या संदर्भात आमच्या अशिलांनी मालकी हक्काची तपासणी करण्याचे ठरविले आहे. सदर मालमत्तेवर कोणत्याही व्यक्तीचा, संस्थेचा किंवा वित्तीय संस्थेचा विक्री, गहाण, भाडेपट्टा, बक्षीसपत्र, वारसा, ताबा, धारणाधिकार किंवा इतर कोणत्याही प्रकारचा हक्क, दावा किंवा हितसंबंध असल्यास त्यांनी ही सूचना प्रसिद्ध झाल्यापासून चौदा दिवसांच्या आत लेखी स्वरूपात आवश्यक दस्तऐवजांसह खालील पत्त्यावर कळवावे. विहित मुदतीत कोणताही दावा प्राप्त न झाल्यास असा दावा माफ केला असे समजले जाईल व आमचे अशील पुढील व्यवहार पूर्ण करतील. bbox=[166, 275, 348, 309]
notice-body: सर्व संबंधितांना या जाहीर सूचनेद्वारे कळविण्यात येते की, खालील अनुसूचीत नमूद केलेल्या मालमत्तेच्या संदर्भात आमच्या अशिलांनी मालकी हक्काची तपासणी करण्याचे ठरविले आहे. सदर मालमत्तेवर कोणत्याही व्यक्तीचा, संस्थेचा किंवा वित्तीय संस्थेचा विक्री, गहाण, भाडेपट्टा, बक्षीसपत्र, वारसा, ताबा, धारणाधिकार किंवा इतर कोणत्याही प्रकारचा हक्क, दावा किंवा हितसंबंध असल्यास त्यांनी ही सूचना प्रसिद्ध झाल्यापासून चौदा दिवसांच्या आत लेखी स्वरूपात आवश्यक दस्तऐवजांसह खालील पत्त्यावर कळवावे. विहित मुदतीत कोणताही दावा प्राप्त न झाल्यास असा दावा माफ केला असे समजले जाईल व आमचे अशील पुढील व्यवहार पूर्ण करतील. bbox=[10, 919, 152, 965]
notice-box bbox=[612, 559, 744, 759]
notice-body: सर्व संबंधितांना या जाहीर सूचनेद्वारे कळविण्यात येते की, खालील अनुसूचीत नमूद केलेल्या मालमत्तेच्या संदर्भात आमच्या अशिलांनी मालकी हक्काची तपासणी करण्याचे ठरविले आहे. सदर मालमत्तेवर कोणत्याही व्यक्तीचा, संस्थेचा किंवा वित्तीय संस्थेचा विक्री, गहाण, भाडेपट्टा, बक्षीसपत्र, वारसा, ताबा, धारणाधिकार किंवा इतर कोणत्याही प्रकारचा हक्क, दावा किंवा हितसंबंध असल्यास त्यांनी ही सूचना प्रसिद्ध झाल्यापासून चौदा दिवसांच्या आत लेखी स्वरूपात आवश्यक दस्तऐवजांसह खालील पत्त्यावर कळवावे. विहित मुदतीत कोणताही दावा प्राप्त न झाल्यास असा दावा माफ केला असे समजले जाईल व आमचे अशील पुढील व्यवहार पूर्ण करतील. bbox=[360, 954, 470, 1012]
notice-body: सर्व संबंधितांना या जाहीर सूचनेद्वारे कळविण्यात येते की, खालील अनुसूचीत नमूद केलेल्या मालमत्तेच्या संदर्भात आमच्या अशिलांनी मालकी हक्काची तपासणी करण्याचे ठरविले आहे. सदर मालमत्तेवर कोणत्याही व्यक्तीचा, संस्थेचा किंवा वित्तीय संस्थेचा विक्री, गहाण, भाडेपट्टा, बक्षीसपत्र, वारसा, ताबा, धारणाधिकार किंवा इतर कोणत्याही प्रकारचा हक्क, दावा किंवा हितसंबंध असल्यास त्यांनी ही सूचना प्रसिद्ध झाल्यापासून चौदा दिवसांच्या आत लेखी स्वरूपात आवश्यक दस्तऐवजांसह खालील पत्त्यावर कळवावे. विहित मुदतीत कोणताही दावा प्राप्त न झाल्यास असा दावा माफ केला असे समजले जाईल व आमचे अशील पुढील व्यवहार पूर्ण करतील. bbox=[360, 896, 470, 953]
notice-box bbox=[478, 862, 608, 1122]
notice-body: सर्व संबंधितांना या जाहीर सूचनेद्वारे कळविण्यात येते की, खालील अनुसूचीत नमूद केलेल्या मालमत्तेच्या संदर्भात आमच्या अशिलांनी मालकी हक्काची तपासणी करण्याचे ठरविले आहे. सदर मालमत्तेवर कोणत्याही व्यक्तीचा, संस्थेचा किंवा वित्तीय संस्थेचा विक्री, गहाण, भाडेपट्टा, बक्षीसपत्र, वारसा, ताबा, धारणाधिकार किंवा इतर कोणत्याही प्रकारचा हक्क, दावा किंवा हितसंबंध असल्यास त्यांनी ही सूचना प्रसिद्ध झाल्यापासून चौदा दिवसांच्या आत लेखी स्वरूपात आवश्यक दस्तऐवजांसह खालील पत्त्यावर कळवावे. विहित मुदतीत कोणताही दावा प्राप्त न झाल्यास असा दावा माफ केला असे समजले जाईल व आमचे अशील पुढील व्यवहार पूर्ण करतील. bbox=[10, 470, 152, 516]
notice-box bbox=[6, 858, 156, 1008]
notice-body: सर्व संबंधितांना या जाहीर सूचनेद्वारे कळविण्यात येते की, खालील अनुसूचीत नमूद केलेल्या मालमत्तेच्या संदर्भात आमच्या अशिलांनी मालकी हक्काची तपासणी करण्याचे ठरविले आहे. सदर मालमत्तेवर कोणत्याही व्यक्तीचा, संस्थेचा किंवा वित्तीय संस्थेचा विक्री, गहाण, भाडेपट्टा, बक्षीसपत्र, वारसा, ताबा, धारणाधिकार किंवा इतर कोणत्याही प्रकारचा हक्क, दावा किंवा हितसंबंध असल्यास त्यांनी ही सूचना प्रसिद्ध झाल्यापासून चौदा दिवसांच्या आत लेखी स्वरूपात आवश्यक दस्तऐवजांसह खालील पत्त्यावर कळवावे. विहित मुदतीत कोणताही दावा प्राप्त न झाल्यास असा दावा माफ केला असे समजले जाईल व आमचे अशील पुढील व्यवहार पूर्ण करतील. bbox=[166, 970, 252, 1039]
notice-body: सर्व संबंधितांना या जाहीर सूचनेद्वारे कळविण्यात येते की, खालील अनुसूचीत नमूद केलेल्या मालमत्तेच्या संदर्भात आमच्या अशिलांनी मालकी हक्काची तपासणी करण्याचे ठरविले आहे. सदर मालमत्तेवर कोणत्याही व्यक्तीचा, संस्थेचा किंवा वित्तीय संस्थेचा विक्री, गहाण, भाडेपट्टा, बक्षीसपत्र, वारसा, ताबा, धारणाधिकार किंवा इतर कोणत्याही प्रकारचा हक्क, दावा किंवा हितसंबंध असल्यास त्यांनी ही सूचना प्रसिद्ध झाल्यापासून चौदा दिवसांच्या आत लेखी स्वरूपात आवश्यक दस्तऐवजांसह खालील पत्त्यावर कळवावे. विहित मुदतीत कोणताही दावा प्राप्त न झाल्यास असा दावा माफ केला असे समजले जाईल व आमचे अशील पुढील व्यवहार पूर्ण करतील. bbox=[264, 1013, 348, 1087]
notice-body: सर्व संबंधितांना या जाहीर सूचनेद्वारे कळविण्यात येते की, खालील अनुसूचीत नमूद केलेल्या मालमत्तेच्या संदर्भात आमच्या अशिलांनी मालकी हक्काची तपासणी करण्याचे ठरविले आहे. सदर मालमत्तेवर कोणत्याही व्यक्तीचा, संस्थेचा किंवा वित्तीय संस्थेचा विक्री, गहाण, भाडेपट्टा, बक्षीसपत्र, वारसा, ताबा, धारणाधिकार किंवा इतर कोणत्याही प्रकारचा हक्क, दावा किंवा हितसंबंध असल्यास त्यांनी ही सूचना प्रसिद्ध झाल्यापासून चौदा दिवसांच्या आत लेखी स्वरूपात आवश्यक दस्तऐवजांसह खालील पत्त्यावर कळवावे. विहित मुदतीत कोणताही दावा प्राप्त न झाल्यास असा दावा माफ केला असे समजले जाईल व आमचे अशील पुढील व्यवहार पूर्ण करतील. bbox=[616, 939, 740, 991]
notice-heading: जाहीर नोटीस bbox=[662, 24, 694, 32]
column-3b bbox=[260, 570, 352, 1126]
column-2 bbox=[162, 86, 256, 249]
notice-box bbox=[162, 773, 256, 953]
notice-heading: जाहीर सूचना bbox=[399, 440, 431, 448]
notice-body: सर्व संबंधितांना या जाहीर सूचनेद्वारे कळविण्यात येते की, खालील अनुसूचीत नमूद केलेल्या मालमत्तेच्या संदर्भात आमच्या अशिलांनी मालकी हक्काची तपासणी करण्याचे ठरविले आहे. सदर मालमत्तेवर कोणत्याही व्यक्तीचा, संस्थेचा किंवा वित्तीय संस्थेचा विक्री, गहाण, भाडेपट्टा, बक्षीसपत्र, वारसा, ताबा, धारणाधिकार किंवा इतर कोणत्याही प्रकारचा हक्क, दावा किंवा हितसंबंध असल्यास त्यांनी ही सूचना प्रसिद्ध झाल्यापासून चौदा दिवसांच्या आत लेखी स्वरूपात आवश्यक दस्तऐवजांसह खालील पत्त्यावर कळवावे. विहित मुदतीत कोणताही दावा प्राप्त न झाल्यास असा दावा माफ केला असे समजले जाईल व आमचे अशील पुढील व्यवहार पूर्ण करतील. bbox=[360, 151, 470, 208]
column-6 bbox=[612, 20, 744, 1118]
notice-box bbox=[260, 673, 352, 873]
masthead-line-2: दै. 'मुंबई लक्षदीप' bbox=[184, 50, 330, 77]
notice-body: सर्व संबंधितांना या जाहीर सूचनेद्वारे कळविण्यात येते की, खालील अनुसूचीत नमूद केलेल्या मालमत्तेच्या संदर्भात आमच्या अशिलांनी मालकी हक्काची तपासणी करण्याचे ठरविले आहे. सदर मालमत्तेवर कोणत्याही व्यक्तीचा, संस्थेचा किंवा वित्तीय संस्थेचा विक्री, गहाण, भाडेपट्टा, बक्षीसपत्र, वारसा, ताबा, धारणाधिकार किंवा इतर कोणत्याही प्रकारचा हक्क, दावा किंवा हितसंबंध असल्यास त्यांनी ही सूचना प्रसिद्ध झाल्यापासून चौदा दिवसांच्या आत लेखी स्वरूपात आवश्यक दस्तऐवजांसह खालील पत्त्यावर कळवावे. विहित मुदतीत कोणताही दावा प्राप्त न झाल्यास असा दावा माफ केला असे समजले जाईल व आमचे अशील पुढील व्यवहार पूर्ण करतील. bbox=[616, 370, 740, 422]
notice-body: सर्व संबंधितांना या जाहीर सूचनेद्वारे कळविण्यात येते की, खालील अनुसूचीत नमूद केलेल्या मालमत्तेच्या संदर्भात आमच्या अशिलांनी मालकी हक्काची तपासणी करण्याचे ठरविले आहे. सदर मालमत्तेवर कोणत्याही व्यक्तीचा, संस्थेचा किंवा वित्तीय संस्थेचा विक्री, गहाण, भाडेपट्टा, बक्षीसपत्र, वारसा, ताबा, धारणाधिकार किंवा इतर कोणत्याही प्रकारचा हक्क, दावा किंवा हितसंबंध असल्यास त्यांनी ही सूचना प्रसिद्ध झाल्यापासून चौदा दिवसांच्या आत लेखी स्वरूपात आवश्यक दस्तऐवजांसह खालील पत्त्यावर कळवावे. विहित मुदतीत कोणताही दावा प्राप्त न झाल्यास असा दावा माफ केला असे समजले जाईल व आमचे अशील पुढील व्यवहार पूर्ण करतील. bbox=[10, 423, 152, 469]
notice-body: सर्व संबंधितांना या जाहीर सूचनेद्वारे कळविण्यात येते की, खालील अनुसूचीत नमूद केलेल्या मालमत्तेच्या संदर्भात आमच्या अशिलांनी मालकी हक्काची तपासणी करण्याचे ठरविले आहे. सदर मालमत्तेवर कोणत्याही व्यक्तीचा, संस्थेचा किंवा वित्तीय संस्थेचा विक्री, गहाण, भाडेपट्टा, बक्षीसपत्र, वारसा, ताबा, धारणाधिकार किंवा इतर कोणत्याही प्रकारचा हक्क, दावा किंवा हितसंबंध असल्यास त्यांनी ही सूचना प्रसिद्ध झाल्यापासून चौदा दिवसांच्या आत लेखी स्वरूपात आवश्यक दस्तऐवजांसह खालील पत्त्यावर कळवावे. विहित मुदतीत कोणताही दावा प्राप्त न झाल्यास असा दावा माफ केला असे समजले जाईल व आमचे अशील पुढील व्यवहार पूर्ण करतील. bbox=[482, 217, 604, 269]
trust-notice-1 bbox=[162, 250, 352, 400]
date-line: शुक्रवार, दि. २० जून, २०२५ bbox=[23, 3, 116, 14]
notice-body: सर्व संबंधितांना या जाहीर सूचनेद्वारे कळविण्यात येते की, खालील अनुसूचीत नमूद केलेल्या मालमत्तेच्या संदर्भात आमच्या अशिलांनी मालकी हक्काची तपासणी करण्याचे ठरविले आहे. सदर मालमत्तेवर कोणत्याही व्यक्तीचा, संस्थेचा किंवा वित्तीय संस्थेचा विक्री, गहाण, भाडेपट्टा, बक्षीसपत्र, वारसा, ताबा, धारणाधिकार किंवा इतर कोणत्याही प्रकारचा हक्क, दावा किंवा हितसंबंध असल्यास त्यांनी ही सूचना प्रसिद्ध झाल्यापासून चौदा दिवसांच्या आत लेखी स्वरूपात आवश्यक दस्तऐवजांसह खालील पत्त्यावर कळवावे. विहित मुदतीत कोणताही दावा प्राप्त न झाल्यास असा दावा माफ केला असे समजले जाईल व आमचे अशील पुढील व्यवहार पूर्ण करतील. bbox=[166, 654, 252, 722]
notice-body: सर्व संबंधितांना या जाहीर सूचनेद्वारे कळविण्यात येते की, खालील अनुसूचीत नमूद केलेल्या मालमत्तेच्या संदर्भात आमच्या अशिलांनी मालकी हक्काची तपासणी करण्याचे ठरविले आहे. सदर मालमत्तेवर कोणत्याही व्यक्तीचा, संस्थेचा किंवा वित्तीय संस्थेचा विक्री, गहाण, भाडेपट्टा, बक्षीसपत्र, वारसा, ताबा, धारणाधिकार किंवा इतर कोणत्याही प्रकारचा हक्क, दावा किंवा हितसंबंध असल्यास त्यांनी ही सूचना प्रसिद्ध झाल्यापासून चौदा दिवसांच्या आत लेखी स्वरूपात आवश्यक दस्तऐवजांसह खालील पत्त्यावर कळवावे. विहित मुदतीत कोणताही दावा प्राप्त न झाल्यास असा दावा माफ केला असे समजले जाईल व आमचे अशील पुढील व्यवहार पूर्ण करतील. bbox=[10, 603, 152, 649]
notice-body: सर्व संबंधितांना या जाहीर सूचनेद्वारे कळविण्यात येते की, खालील अनुसूचीत नमूद केलेल्या मालमत्तेच्या संदर्भात आमच्या अशिलांनी मालकी हक्काची तपासणी करण्याचे ठरविले आहे. सदर मालमत्तेवर कोणत्याही व्यक्तीचा, संस्थेचा किंवा वित्तीय संस्थेचा विक्री, गहाण, भाडेपट्टा, बक्षीसपत्र, वारसा, ताबा, धारणाधिकार किंवा इतर कोणत्याही प्रकारचा हक्क, दावा किंवा हितसंबंध असल्यास त्यांनी ही सूचना प्रसिद्ध झाल्यापासून चौदा दिवसांच्या आत लेखी स्वरूपात आवश्यक दस्तऐवजांसह खालील पत्त्यावर कळवावे. विहित मुदतीत कोणताही दावा प्राप्त न झाल्यास असा दावा माफ केला असे समजले जाईल व आमचे अशील पुढील व्यवहार पूर्ण करतील. bbox=[482, 876, 604, 928]
notice-body: सर्व संबंधितांना या जाहीर सूचनेद्वारे कळविण्यात येते की, खालील अनुसूचीत नमूद केलेल्या मालमत्तेच्या संदर्भात आमच्या अशिलांनी मालकी हक्काची तपासणी करण्याचे ठरविले आहे. सदर मालमत्तेवर कोणत्याही व्यक्तीचा, संस्थेचा किंवा वित्तीय संस्थेचा विक्री, गहाण, भाडेपट्टा, बक्षीसपत्र, वारसा, ताबा, धारणाधिकार किंवा इतर कोणत्याही प्रकारचा हक्क, दावा किंवा हितसंबंध असल्यास त्यांनी ही सूचना प्रसिद्ध झाल्यापासून चौदा दिवसांच्या आत लेखी स्वरूपात आवश्यक दस्तऐवजांसह खालील पत्त्यावर कळवावे. विहित मुदतीत कोणताही दावा प्राप्त न झाल्यास असा दावा माफ केला असे समजले जाईल व आमचे अशील पुढील व्यवहार पूर्ण करतील. bbox=[482, 473, 604, 524]
notice-body: सर्व संबंधितांना या जाहीर सूचनेद्वारे कळविण्यात येते की, खालील अनुसूचीत नमूद केलेल्या मालमत्तेच्या संदर्भात आमच्या अशिलांनी मालकी हक्काची तपासणी करण्याचे ठरविले आहे. सदर मालमत्तेवर कोणत्याही व्यक्तीचा, संस्थेचा किंवा वित्तीय संस्थेचा विक्री, गहाण, भाडेपट्टा, बक्षीसपत्र, वारसा, ताबा, धारणाधिकार किंवा इतर कोणत्याही प्रकारचा हक्क, दावा किंवा हितसंबंध असल्यास त्यांनी ही सूचना प्रसिद्ध झाल्यापासून चौदा दिवसांच्या आत लेखी स्वरूपात आवश्यक दस्तऐवजांसह खालील पत्त्यावर कळवावे. विहित मुदतीत कोणताही दावा प्राप्त न झाल्यास असा दावा माफ केला असे समजले जाईल व आमचे अशील पुढील व्यवहार पूर्ण करतील. bbox=[616, 573, 740, 625]
notice-box bbox=[356, 882, 474, 1122]
notice-body: सर्व संबंधितांना या जाहीर सूचनेद्वारे कळविण्यात येते की, खालील अनुसूचीत नमूद केलेल्या मालमत्तेच्या संदर्भात आमच्या अशिलांनी मालकी हक्काची तपासणी करण्याचे ठरविले आहे. सदर मालमत्तेवर कोणत्याही व्यक्तीचा, संस्थेचा किंवा वित्तीय संस्थेचा विक्री, गहाण, भाडेपट्टा, बक्षीसपत्र, वारसा, ताबा, धारणाधिकार किंवा इतर कोणत्याही प्रकारचा हक्क, दावा किंवा हितसंबंध असल्यास त्यांनी ही सूचना प्रसिद्ध झाल्यापासून चौदा दिवसांच्या आत लेखी स्वरूपात आवश्यक दस्तऐवजांसह खालील पत्त्यावर कळवावे. विहित मुदतीत कोणताही दावा प्राप्त न झाल्यास असा दावा माफ केला असे समजले जाईल व आमचे अशील पुढील व्यवहार पूर्ण करतील. bbox=[616, 167, 740, 219]
notice-heading: जाहीर नोटीस bbox=[527, 866, 559, 874]
notice-heading: जाहीर नोटीस bbox=[399, 277, 431, 285]
notice-box bbox=[356, 20, 474, 270]
notice-heading: सार्वजनिक न्यास नोंदणी कार्यालय, बृहन्मुंबई विभाग मुंबई bbox=[190, 254, 324, 262]
notice-heading: जाहीर सूचना bbox=[399, 24, 431, 32]
notice-heading: जाहीर सूचना bbox=[193, 777, 225, 785]
column-1 bbox=[6, 20, 156, 1124]
page-header bbox=[6, 2, 744, 16]
notice-heading: जाहीर सूचना bbox=[662, 766, 694, 774]
notice-body: सर्व संबंधितांना या जाहीर सूचनेद्वारे कळविण्यात येते की, खालील अनुसूचीत नमूद केलेल्या मालमत्तेच्या संदर्भात आमच्या अशिलांनी मालकी हक्काची तपासणी करण्याचे ठरविले आहे. सदर मालमत्तेवर कोणत्याही व्यक्तीचा, संस्थेचा किंवा वित्तीय संस्थेचा विक्री, गहाण, भाडेपट्टा, बक्षीसपत्र, वारसा, ताबा, धारणाधिकार किंवा इतर कोणत्याही प्रकारचा हक्क, दावा किंवा हितसंबंध असल्यास त्यांनी ही सूचना प्रसिद्ध झाल्यापासून चौदा दिवसांच्या आत लेखी स्वरूपात आवश्यक दस्तऐवजांसह खालील पत्त्यावर कळवावे. विहित मुदतीत कोणताही दावा प्राप्त न झाल्यास असा दावा माफ केला असे समजले जाईल व आमचे अशील पुढील व्यवहार पूर्ण करतील. bbox=[10, 709, 152, 755]
column-2b bbox=[162, 570, 256, 1129]
signatory: अधिक्षक, सार्वजनिक न्यास नोंदणी कार्यालय, बृहन्मुंबई विभाग bbox=[254, 335, 348, 341]
notice-body: सर्व संबंधितांना या जाहीर सूचनेद्वारे कळविण्यात येते की, खालील अनुसूचीत नमूद केलेल्या मालमत्तेच्या संदर्भात आमच्या अशिलांनी मालकी हक्काची तपासणी करण्याचे ठरविले आहे. सदर मालमत्तेवर कोणत्याही व्यक्तीचा, संस्थेचा किंवा वित्तीय संस्थेचा विक्री, गहाण, भाडेपट्टा, बक्षीसपत्र, वारसा, ताबा, धारणाधिकार किंवा इतर कोणत्याही प्रकारचा हक्क, दावा किंवा हितसंबंध असल्यास त्यांनी ही सूचना प्रसिद्ध झाल्यापासून चौदा दिवसांच्या आत लेखी स्वरूपात आवश्यक दस्तऐवजांसह खालील पत्त्यावर कळवावे. विहित मुदतीत कोणताही दावा प्राप्त न झाल्यास असा दावा माफ केला असे समजले जाईल व आमचे अशील पुढील व्यवहार पूर्ण करतील. bbox=[616, 992, 740, 1043]
column-4 bbox=[356, 20, 474, 1125]
notice-en-box bbox=[260, 86, 352, 246]
